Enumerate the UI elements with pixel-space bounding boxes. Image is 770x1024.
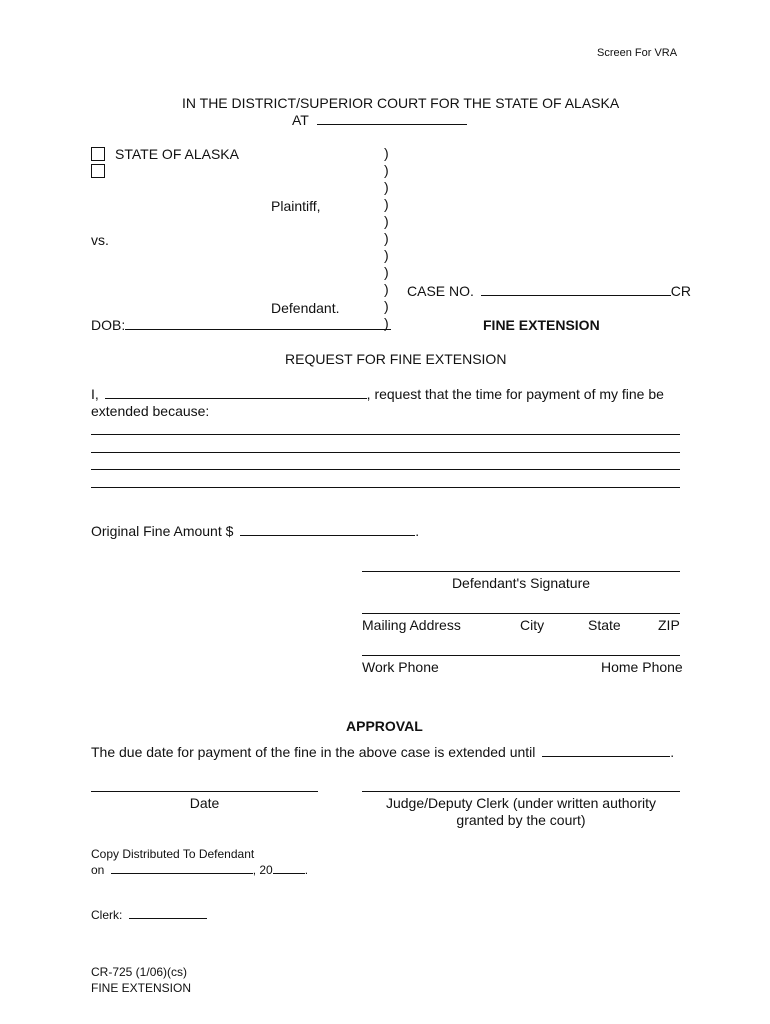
extended-because-label: extended because: (91, 403, 210, 419)
due-date-row: The due date for payment of the fine in the above case is extended until . (91, 744, 675, 760)
phone-line[interactable] (362, 655, 680, 656)
reason-line-1[interactable] (91, 434, 680, 435)
vs-label: vs. (91, 232, 109, 248)
clerk-field[interactable] (129, 908, 207, 919)
reason-line-2[interactable] (91, 452, 680, 453)
i-label: I, (91, 386, 99, 402)
dob-row (91, 317, 391, 333)
extended-date-field[interactable] (542, 744, 670, 757)
work-phone-label: Work Phone (362, 659, 439, 675)
defendant-signature-line[interactable] (362, 571, 680, 572)
state-of-alaska-checkbox[interactable] (91, 147, 105, 161)
judge-signature-line[interactable] (362, 791, 680, 792)
case-number-field[interactable] (481, 283, 671, 296)
defendant-name-field[interactable] (105, 386, 367, 399)
plaintiff-state-label: STATE OF ALASKA (115, 146, 239, 162)
reason-line-4[interactable] (91, 487, 680, 488)
state-label: State (588, 617, 621, 633)
distribution-year-field[interactable] (273, 863, 305, 874)
case-suffix: CR (670, 283, 692, 299)
date-line[interactable] (91, 791, 318, 792)
at-label: AT (292, 112, 309, 128)
dob-field[interactable] (125, 317, 391, 330)
year-prefix: , 20 (252, 863, 273, 877)
distribution-date-row: on , 20 . (91, 863, 309, 877)
judge-label-2: granted by the court) (456, 812, 586, 828)
original-fine-row: Original Fine Amount $ . (91, 523, 420, 539)
caption-parentheses: ) ) ) ) ) ) ) ) ) ) ) (384, 145, 389, 331)
mailing-address-label: Mailing Address (362, 617, 461, 633)
reason-line-3[interactable] (91, 469, 680, 470)
defendant-label: Defendant. (271, 300, 340, 316)
court-location-row (292, 112, 467, 128)
home-phone-label: Home Phone (601, 659, 683, 675)
on-label: on (91, 863, 105, 877)
date-label: Date (189, 795, 220, 811)
distribution-date-field[interactable] (111, 863, 253, 874)
defendant-signature-label: Defendant's Signature (451, 575, 591, 591)
dob-label: DOB: (91, 317, 126, 333)
request-text: , request that the time for payment of my fine be (366, 386, 664, 402)
request-statement (91, 386, 664, 402)
form-title: FINE EXTENSION (483, 317, 600, 333)
footer-form-name: FINE EXTENSION (91, 981, 192, 995)
mailing-address-line[interactable] (362, 613, 680, 614)
copy-distributed-label: Copy Distributed To Defendant (91, 847, 255, 861)
original-fine-field[interactable] (240, 523, 415, 536)
court-title: IN THE DISTRICT/SUPERIOR COURT FOR THE STATE OF ALASKA (182, 95, 620, 111)
clerk-row (91, 908, 207, 922)
city-label: City (520, 617, 545, 633)
approval-heading: APPROVAL (346, 718, 423, 734)
plaintiff-label: Plaintiff, (271, 198, 321, 214)
form-number: CR-725 (1/06)(cs) (91, 965, 188, 979)
zip-label: ZIP (658, 617, 680, 633)
request-heading: REQUEST FOR FINE EXTENSION (285, 351, 507, 367)
case-no-label: CASE NO. (407, 283, 474, 299)
due-date-text: The due date for payment of the fine in the above case is extended until (91, 744, 536, 760)
clerk-label: Clerk: (91, 908, 123, 922)
other-plaintiff-checkbox[interactable] (91, 164, 105, 178)
judge-label-1: Judge/Deputy Clerk (under written authority (385, 795, 657, 811)
case-number-row (407, 283, 691, 299)
court-location-field[interactable] (317, 112, 467, 125)
screen-note: Screen For VRA (597, 47, 678, 59)
original-fine-label: Original Fine Amount $ (91, 523, 234, 539)
